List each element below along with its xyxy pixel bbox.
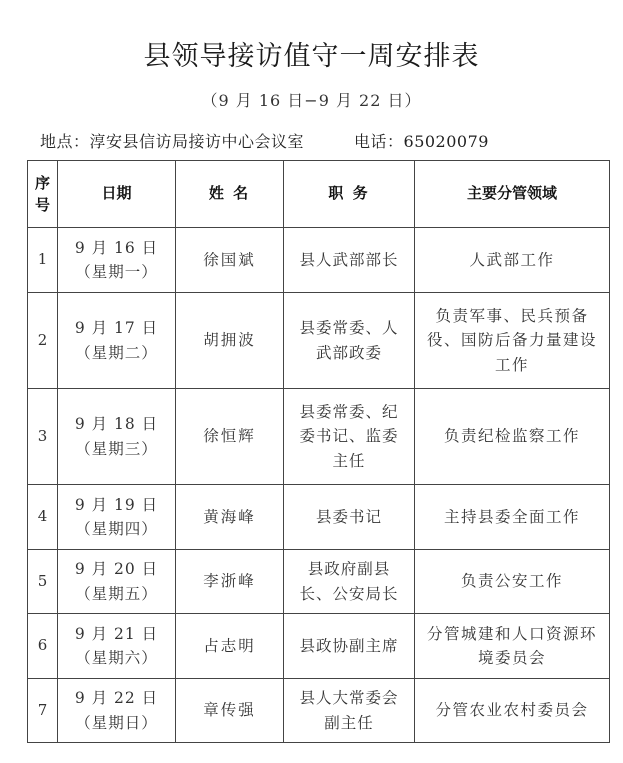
row-name: 黄海峰 <box>176 485 284 550</box>
date-day: 9 月 20 日 <box>74 560 159 579</box>
row-name: 章传强 <box>176 679 284 743</box>
phone: 电话：65020079 <box>354 132 489 151</box>
table-row <box>28 228 610 293</box>
row-name: 胡拥波 <box>176 293 284 389</box>
table-row <box>28 614 610 679</box>
header-position: 职 务 <box>284 161 415 228</box>
row-position: 县人大常委会副主任 <box>284 679 415 743</box>
date-range: （9 月 16 日−9 月 22 日） <box>201 91 422 110</box>
row-domain: 分管农业农村委员会 <box>415 679 610 743</box>
row-date <box>58 679 176 743</box>
header-seq: 序号 <box>28 161 58 228</box>
date-day: 9 月 21 日 <box>74 624 159 643</box>
table-row <box>28 550 610 614</box>
row-domain: 负责公安工作 <box>415 550 610 614</box>
row-date <box>58 614 176 679</box>
row-domain: 分管城建和人口资源环境委员会 <box>415 614 610 679</box>
table-row <box>28 679 610 743</box>
date-weekday: （星期六） <box>75 649 158 667</box>
date-day: 9 月 17 日 <box>74 319 159 338</box>
date-weekday: （星期五） <box>75 584 158 603</box>
row-name: 李浙峰 <box>176 550 284 614</box>
date-weekday: （星期一） <box>75 263 158 281</box>
row-seq: 5 <box>28 550 58 614</box>
row-position: 县政府副县长、公安局长 <box>284 550 415 614</box>
row-domain: 主持县委全面工作 <box>415 485 610 550</box>
date-weekday: （星期三） <box>75 439 158 458</box>
row-seq: 4 <box>28 485 58 550</box>
table-row <box>28 293 610 389</box>
row-date <box>58 228 176 293</box>
row-domain: 负责军事、民兵预备役、国防后备力量建设工作 <box>415 293 610 389</box>
date-day: 9 月 22 日 <box>74 689 159 708</box>
row-name: 占志明 <box>176 614 284 679</box>
location: 地点：淳安县信访局接访中心会议室 <box>40 132 305 151</box>
header-date: 日期 <box>58 161 176 228</box>
row-position: 县委常委、纪委书记、监委主任 <box>284 389 415 485</box>
schedule-table <box>27 160 610 743</box>
row-date <box>58 485 176 550</box>
info-line <box>40 129 489 152</box>
date-weekday: （星期四） <box>75 520 158 538</box>
table-row <box>28 485 610 550</box>
row-date <box>58 550 176 614</box>
date-day: 9 月 19 日 <box>74 495 159 514</box>
date-day: 9 月 18 日 <box>74 415 159 434</box>
row-position: 县人武部部长 <box>284 228 415 293</box>
row-seq: 3 <box>28 389 58 485</box>
header-domain: 主要分管领域 <box>415 161 610 228</box>
row-domain: 人武部工作 <box>415 228 610 293</box>
row-domain: 负责纪检监察工作 <box>415 389 610 485</box>
row-name: 徐国斌 <box>176 228 284 293</box>
date-day: 9 月 16 日 <box>74 238 159 257</box>
header-name: 姓 名 <box>176 161 284 228</box>
row-date <box>58 389 176 485</box>
row-seq: 2 <box>28 293 58 389</box>
row-name: 徐恒辉 <box>176 389 284 485</box>
row-position: 县委书记 <box>284 485 415 550</box>
row-seq: 1 <box>28 228 58 293</box>
page-title: 县领导接访值守一周安排表 <box>143 41 480 72</box>
header-row <box>28 161 610 228</box>
date-weekday: （星期二） <box>75 343 158 362</box>
row-position: 县政协副主席 <box>284 614 415 679</box>
table-row <box>28 389 610 485</box>
row-date <box>58 293 176 389</box>
date-weekday: （星期日） <box>75 713 158 732</box>
row-position: 县委常委、人武部政委 <box>284 293 415 389</box>
row-seq: 7 <box>28 679 58 743</box>
row-seq: 6 <box>28 614 58 679</box>
